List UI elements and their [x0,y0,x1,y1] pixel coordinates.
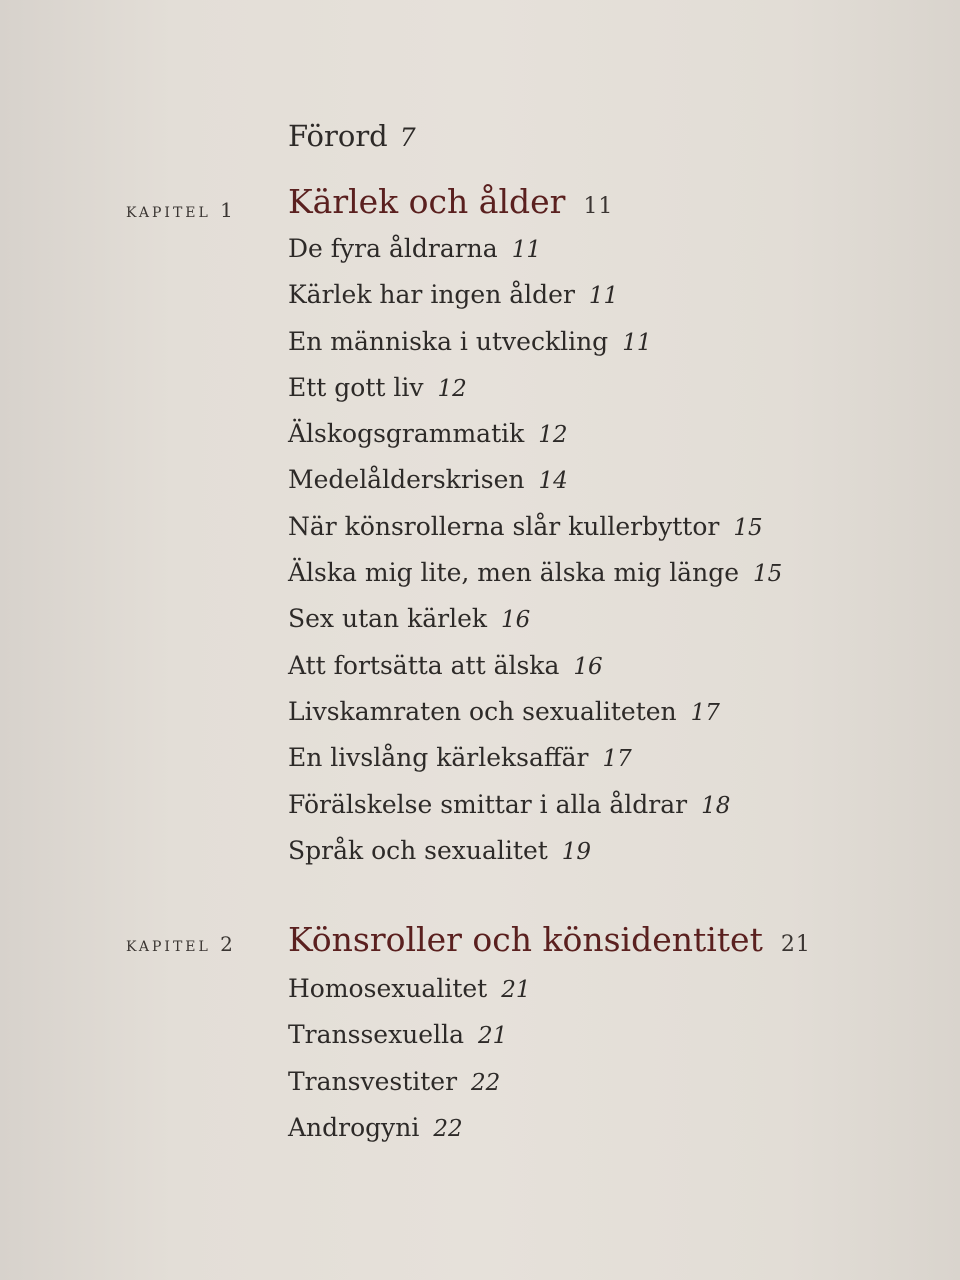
section-title: Ett gott liv [288,372,424,402]
list-item [288,419,782,465]
section-title: När könsrollerna slår kullerbyttor [288,511,720,541]
chapter-2-page-number: 21 [780,932,811,957]
list-item [288,234,782,280]
section-title: Förälskelse smittar i alla åldrar [288,789,688,819]
list-item [288,280,782,326]
chapter-2-sections [288,974,531,1159]
section-title: Älskogsgrammatik [288,419,525,449]
list-item [288,836,782,882]
list-item [288,1020,531,1066]
section-page-number: 22 [433,1115,463,1142]
section-title: Transvestiter [288,1066,458,1096]
list-item [288,790,782,836]
list-item [288,743,782,789]
preface-title: Förord [288,119,388,153]
chapter-2-heading [288,920,811,959]
section-page-number: 21 [501,977,531,1003]
section-page-number: 12 [437,375,467,402]
list-item [288,465,782,511]
section-page-number: 17 [690,699,720,726]
section-title: Transsexuella [288,1020,464,1050]
section-title: En livslång kärleksaffär [288,743,589,773]
section-page-number: 11 [588,283,619,310]
preface-entry [288,118,416,156]
list-item [288,974,531,1020]
section-title: En människa i utveckling [288,326,609,356]
section-title: Livskamraten och sexualiteten [288,696,677,726]
section-page-number: 15 [753,561,783,588]
list-item [288,1067,531,1113]
chapter-1-title: Kärlek och ålder [288,182,566,221]
chapter-1-sections [288,234,782,882]
section-title: Sex utan kärlek [288,604,488,634]
section-page-number: 22 [471,1069,501,1096]
list-item [288,558,782,604]
section-page-number: 21 [477,1023,508,1050]
section-page-number: 18 [701,792,731,819]
section-title: Homosexualitet [288,974,488,1003]
list-item [288,1113,531,1159]
section-page-number: 11 [511,237,541,263]
section-title: Att fortsätta att älska [288,650,560,680]
chapter-2-title: Könsroller och könsidentitet [288,920,763,959]
section-title: Medelålderskrisen [288,465,525,495]
section-page-number: 16 [573,653,603,680]
section-page-number: 11 [622,329,652,356]
list-item [288,697,782,743]
list-item [288,327,782,373]
chapter-1-page-number: 11 [583,194,614,219]
section-page-number: 17 [602,746,632,773]
section-title: Älska mig lite, men älska mig länge [288,558,739,588]
section-title: Androgyni [288,1112,420,1142]
section-title: De fyra åldrarna [288,234,498,263]
section-page-number: 15 [733,514,763,541]
section-page-number: 19 [561,838,592,865]
list-item [288,512,782,558]
list-item [288,651,782,697]
section-title: Språk och sexualitet [288,835,548,865]
list-item [288,373,782,419]
section-title: Kärlek har ingen ålder [288,280,575,310]
section-page-number: 12 [538,422,568,449]
chapter-1-heading [288,182,613,221]
chapter-2-label: kapitel 2 [126,932,236,956]
chapter-1-label: kapitel 1 [126,198,236,222]
section-page-number: 16 [501,607,531,634]
list-item [288,604,782,650]
section-page-number: 14 [538,468,568,495]
preface-page-number: 7 [399,123,416,152]
